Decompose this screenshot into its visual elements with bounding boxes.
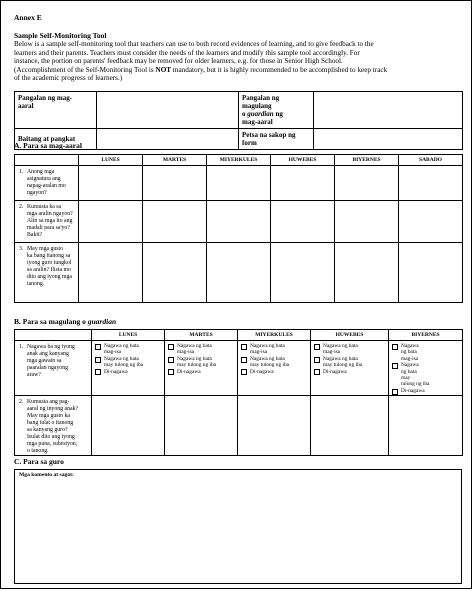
day-header: MARTES: [165, 330, 238, 341]
day-header: MIYERKULES: [238, 330, 311, 341]
status-option[interactable]: [168, 369, 235, 376]
status-option-label: Nagawa ng bata may tulong ng iba: [250, 355, 290, 369]
status-option-label: Nagawa ng bata mag-isa: [323, 343, 358, 356]
day-header: BIYERNES: [389, 330, 463, 341]
parent-name-label: Pangalan ng magulang o guardian ng mag-aaral: [239, 92, 314, 129]
checkbox-icon[interactable]: [95, 344, 101, 350]
checkbox-icon[interactable]: [392, 389, 398, 395]
remarks-field[interactable]: [15, 470, 462, 584]
answer-cell[interactable]: [207, 243, 271, 303]
status-option-label: Nagawa ng bata mag-isa: [401, 343, 419, 362]
question-cell: 1. Anong mga asignatura ang napag-aralan mo ngayon?: [15, 166, 79, 201]
checkbox-icon[interactable]: [241, 357, 247, 363]
checkbox-icon[interactable]: [95, 357, 101, 363]
status-option-label: Di-nagawa: [401, 387, 425, 394]
status-option[interactable]: [168, 356, 235, 369]
intro-line: learners and their parents. Teachers must consider the needs of the learners and modify this sample tool accordingly. For: [14, 48, 360, 57]
question-cell: 2. Kumusta ang pag- aaral ng inyong anak? May mga gusto ka bang iulat o itanong sa kanyang guro? Isulat dito ang iyong mga puna, suhestyon, o tanong.: [15, 395, 92, 455]
corner-cell: [15, 330, 92, 341]
learner-table: [14, 154, 463, 303]
status-option-label: Di-nagawa: [250, 368, 274, 375]
day-header: LUNES: [79, 155, 143, 166]
status-option[interactable]: [241, 369, 308, 376]
status-option[interactable]: [241, 356, 308, 369]
intro-line: instance, the portion on parents' feedback may be removed for older learners, e.g. for those in Senior High School.: [14, 57, 343, 66]
corner-cell: [15, 155, 79, 166]
checkbox-icon[interactable]: [168, 369, 174, 375]
checkbox-icon[interactable]: [392, 344, 398, 350]
answer-cell[interactable]: [311, 395, 389, 455]
section-c-title: C. Para sa guro: [14, 457, 64, 466]
answer-cell[interactable]: [271, 166, 335, 201]
checkbox-icon[interactable]: [95, 369, 101, 375]
checkbox-icon[interactable]: [392, 363, 398, 369]
checkbox-icon[interactable]: [241, 344, 247, 350]
status-option[interactable]: [95, 356, 162, 369]
status-option[interactable]: [314, 369, 386, 376]
answer-cell[interactable]: [389, 395, 463, 455]
day-header: SABADO: [399, 155, 463, 166]
status-option[interactable]: [392, 388, 460, 395]
grade-section-field[interactable]: [97, 129, 239, 150]
teacher-remarks-table: [14, 469, 462, 584]
remarks-label: Mga komento at sagot:: [19, 472, 74, 478]
answer-cell[interactable]: [271, 243, 335, 303]
answer-cell[interactable]: [143, 166, 207, 201]
day-header: BIYERNES: [335, 155, 399, 166]
status-option-label: Nagawa ng bata may tulong ng iba: [177, 355, 217, 369]
status-checklist: [311, 341, 389, 396]
question-cell: 2. Kumusta ka sa mga aralin ngayon? Alin sa mga ito ang madali para sa'yo? Bakit?: [15, 201, 79, 243]
checkbox-icon[interactable]: [241, 369, 247, 375]
intro-line: Below is a sample self-monitoring tool that teachers can use to both record evidences of learning, and to give feedback to the: [14, 40, 374, 48]
answer-cell[interactable]: [79, 201, 143, 243]
status-option-label: Di-nagawa: [323, 368, 347, 375]
day-header: HUWEBES: [271, 155, 335, 166]
question-cell: 3. May mga gusto ka bang itanong sa iyong guro tungkol sa aralin? Ilista mo dito ang iyong mga tanong.: [15, 243, 79, 303]
parent-table: [14, 329, 463, 456]
tool-title: Sample Self-Monitoring Tool: [14, 31, 107, 40]
status-option[interactable]: [314, 343, 386, 356]
answer-cell[interactable]: [143, 243, 207, 303]
status-checklist: [389, 341, 463, 396]
intro-text: mandatory, but it is highly recommended to be accomplished to keep track: [171, 65, 388, 74]
status-checklist: [238, 341, 311, 396]
date-field[interactable]: [314, 129, 463, 150]
status-checklist: [165, 341, 238, 396]
answer-cell[interactable]: [238, 395, 311, 455]
learner-name-label: Pangalan ng mag- aaral: [15, 92, 97, 129]
status-option-label: Di-nagawa: [104, 368, 128, 375]
intro-paragraph: [14, 40, 462, 83]
answer-cell[interactable]: [335, 243, 399, 303]
day-header: MARTES: [143, 155, 207, 166]
answer-cell[interactable]: [399, 166, 463, 201]
intro-emphasis: NOT: [155, 65, 172, 74]
checkbox-icon[interactable]: [168, 344, 174, 350]
day-header: LUNES: [92, 330, 165, 341]
question-cell: 1. Nagawa ba ng iyong anak ang kanyang mga gawain sa paaralan ngayong araw?: [15, 341, 92, 396]
annex-label: Annex E: [14, 13, 42, 22]
intro-line: of the academic progress of learners.): [14, 74, 123, 83]
status-option-label: Nagawa ng bata may tulong ng iba: [323, 355, 363, 369]
answer-cell[interactable]: [92, 395, 165, 455]
answer-cell[interactable]: [399, 243, 463, 303]
answer-cell[interactable]: [335, 201, 399, 243]
learner-name-field[interactable]: [97, 92, 239, 129]
status-option[interactable]: [241, 343, 308, 356]
status-option-label: Nagawa ng bata may tulong ng iba: [104, 355, 144, 369]
answer-cell[interactable]: [207, 201, 271, 243]
day-header: MIYERKULES: [207, 155, 271, 166]
answer-cell[interactable]: [335, 166, 399, 201]
grade-section-label: Baitang at pangkat: [15, 129, 97, 150]
section-b-title: B. Para sa magulang o guardian: [14, 317, 117, 326]
checkbox-icon[interactable]: [168, 357, 174, 363]
status-option[interactable]: [168, 343, 235, 356]
answer-cell[interactable]: [79, 243, 143, 303]
status-option[interactable]: [392, 343, 460, 362]
answer-cell[interactable]: [399, 201, 463, 243]
checkbox-icon[interactable]: [314, 344, 320, 350]
answer-cell[interactable]: [143, 201, 207, 243]
section-a-title: A. Para sa mag-aaral: [14, 141, 82, 150]
date-label: Petsa na sakop ng form: [239, 129, 314, 150]
status-option-label: Nagawa ng bata mag-isa: [104, 343, 139, 356]
status-option-label: Nagawa ng bata mag-isa: [250, 343, 285, 356]
status-option[interactable]: [95, 343, 162, 356]
checkbox-icon[interactable]: [314, 369, 320, 375]
answer-cell[interactable]: [271, 201, 335, 243]
status-option[interactable]: [392, 362, 460, 388]
intro-line: [14, 66, 462, 75]
day-header: HUWEBES: [311, 330, 389, 341]
parent-name-field[interactable]: [314, 92, 463, 129]
status-option-label: Di-nagawa: [177, 368, 201, 375]
status-option-label: Nagawa ng bata may tulong ng iba: [401, 362, 430, 388]
answer-cell[interactable]: [165, 395, 238, 455]
status-option[interactable]: [314, 356, 386, 369]
intro-text: (Accomplishment of the Self-Monitoring Tool is: [14, 65, 156, 74]
status-checklist: [92, 341, 165, 396]
status-option-label: Nagawa ng bata mag-isa: [177, 343, 212, 356]
answer-cell[interactable]: [79, 166, 143, 201]
checkbox-icon[interactable]: [314, 357, 320, 363]
answer-cell[interactable]: [207, 166, 271, 201]
status-option[interactable]: [95, 369, 162, 376]
